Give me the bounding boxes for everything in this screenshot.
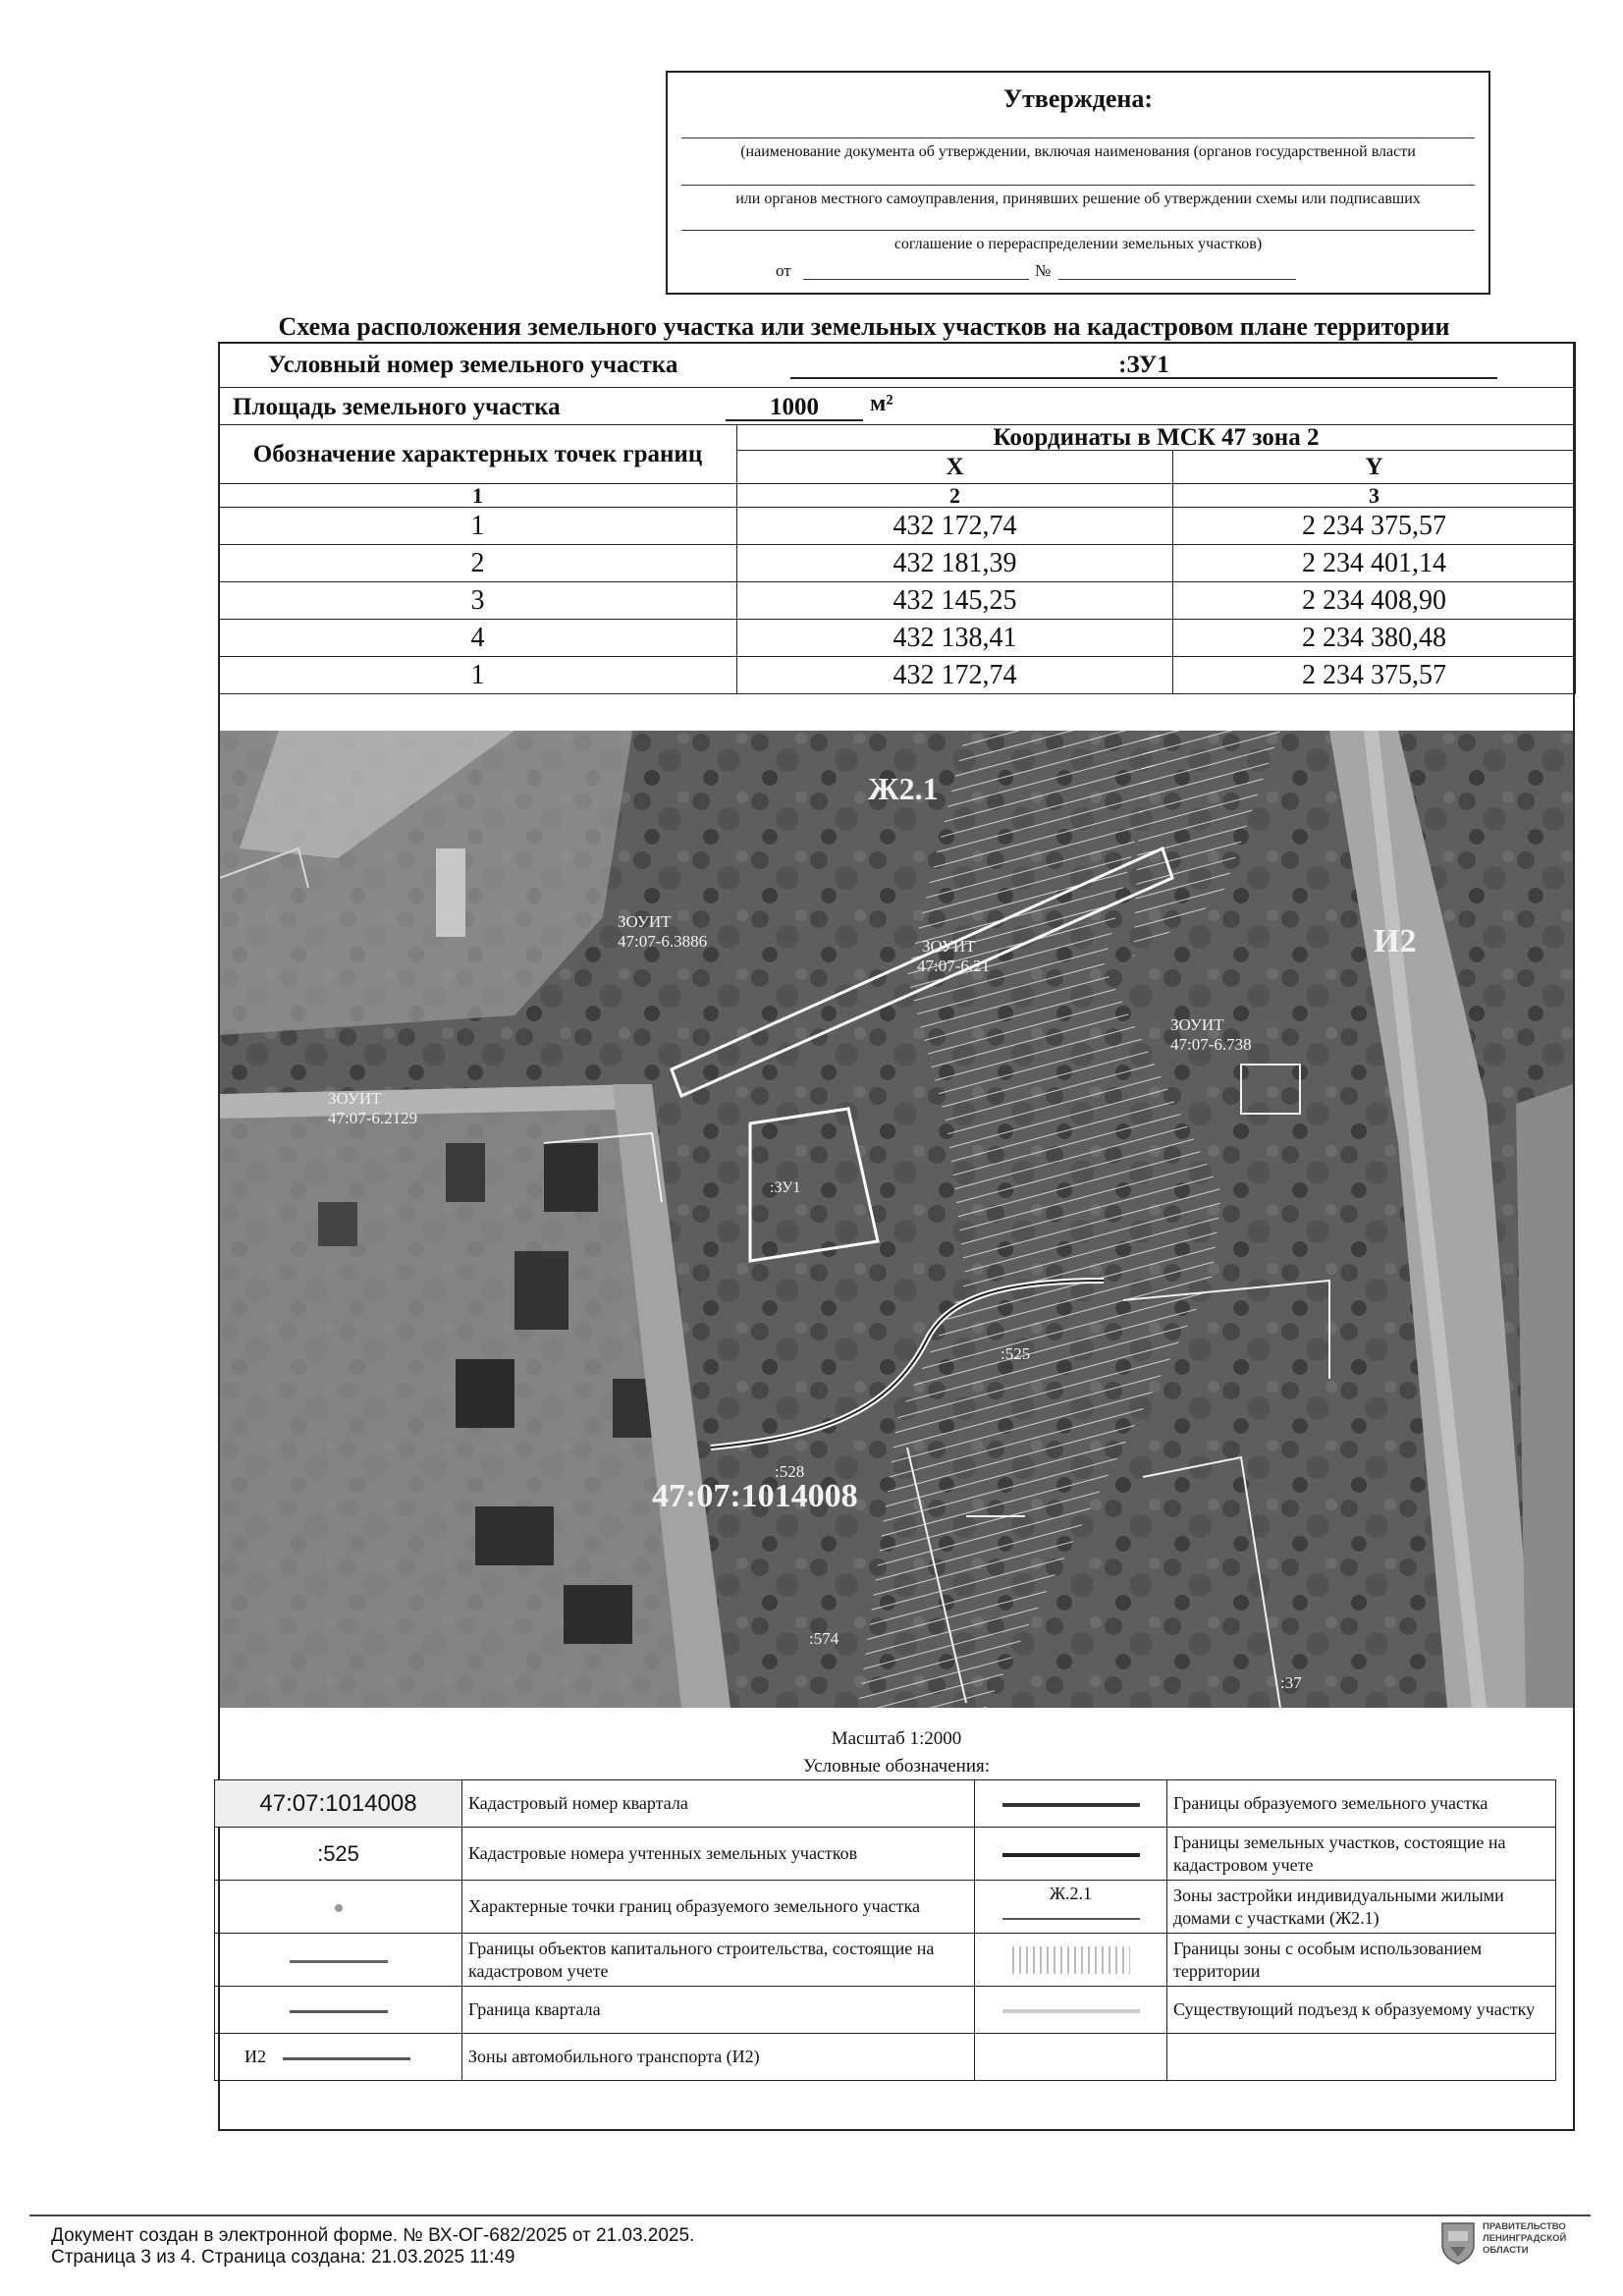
point-designation-header: Обозначение характерных точек границ [219,425,737,484]
col-number-1: 1 [219,484,737,508]
map-image [220,731,1573,1708]
approval-line [681,185,1475,186]
legend-symbol [975,1987,1167,2034]
legend-symbol [975,1828,1167,1881]
legend-row [215,1881,1556,1934]
col-number-2: 2 [737,484,1173,508]
legend-text: Зоны застройки индивидуальными жилыми домами с участками (Ж2.1) [1167,1881,1556,1934]
legend-symbol [975,1881,1167,1934]
legend-zone-code: Ж.2.1 [1049,1884,1093,1903]
legend-text: Граница квартала [462,1987,975,2034]
x-value: 432 181,39 [737,545,1173,582]
parcel-label: :525 [1001,1344,1031,1363]
approval-number-line [1058,279,1296,280]
coat-of-arms-icon [1438,2221,1478,2265]
approval-number-label: № [1035,261,1052,280]
point-id: 4 [219,620,737,657]
footer-doc-info: Документ создан в электронной форме. № ВХ-ОГ-682/2025 от 21.03.2025. [51,2225,695,2246]
scheme-title: Схема расположения земельного участка или земельных участков на кадастровом плане территории [278,312,1450,341]
y-header: Y [1173,451,1576,484]
legend-symbol [215,1881,462,1934]
col-number-3: 3 [1173,484,1576,508]
y-value: 2 234 375,57 [1173,508,1576,545]
point-id: 2 [219,545,737,582]
logo-line: ПРАВИТЕЛЬСТВО [1483,2221,1566,2232]
legend-symbol: 47:07:1014008 [215,1780,462,1828]
approval-date-line [803,279,1029,280]
footer-divider [29,2214,1591,2216]
logo-line: ОБЛАСТИ [1483,2245,1529,2256]
coords-header: Координаты в МСК 47 зона 2 [737,425,1576,451]
point-id: 1 [219,657,737,694]
approval-line [681,230,1475,231]
parcel-label: :37 [1280,1673,1302,1692]
hatch-pattern-icon [1012,1946,1130,1974]
legend-text: Кадастровый номер квартала [462,1780,975,1828]
x-header: X [737,451,1173,484]
zouit-number: 47:07-6.2129 [328,1109,418,1127]
legend-symbol [215,1987,462,2034]
table-row [219,545,1576,582]
zone-i2-label: И2 [1374,923,1417,959]
legend-text: Кадастровые номера учтенных земельных участков [462,1828,975,1881]
cadastral-map [220,731,1573,1708]
point-id: 3 [219,582,737,620]
approval-from-label: от [776,261,791,280]
legend-symbol [215,1934,462,1987]
map-scale: Масштаб 1:2000 [831,1728,962,1749]
legend-zone-code: И2 [244,2047,266,2067]
plot-area-row [219,388,1576,425]
plot-area-label: Площадь земельного участка [233,393,561,420]
logo-line: ЛЕНИНГРАДСКОЙ [1483,2233,1567,2244]
y-value: 2 234 380,48 [1173,620,1576,657]
legend-text: Зоны автомобильного транспорта (И2) [462,2034,975,2081]
coordinates-table [218,342,1576,694]
legend-title: Условные обозначения: [802,1756,991,1777]
approval-line [681,137,1475,138]
legend-text: Границы образуемого земельного участка [1167,1780,1556,1828]
y-value: 2 234 375,57 [1173,657,1576,694]
plot-number-value: :ЗУ1 [790,353,1497,379]
legend-row [215,1987,1556,2034]
legend-symbol: :525 [215,1828,462,1881]
table-row [219,508,1576,545]
legend-symbol [975,1934,1167,1987]
table-row [219,582,1576,620]
zouit-label: ЗОУИТ [618,912,672,931]
quarter-map-label: 47:07:1014008 [652,1478,858,1514]
x-value: 432 172,74 [737,657,1173,694]
zouit-number: 47:07-6.21 [917,957,991,975]
point-id: 1 [219,508,737,545]
zouit-label: ЗОУИТ [922,937,976,956]
parcel-label: :528 [775,1462,805,1481]
parcel-label: :574 [809,1629,839,1648]
table-row [219,657,1576,694]
legend-text: Границы объектов капитального строительства, состоящие на кадастровом учете [462,1934,975,1987]
table-row [219,620,1576,657]
y-value: 2 234 401,14 [1173,545,1576,582]
legend-text: Существующий подъезд к образуемому участку [1167,1987,1556,2034]
zouit-label: ЗОУИТ [328,1089,382,1108]
legend-text [1167,2034,1556,2081]
plot-number-label: Условный номер земельного участка [268,352,678,378]
legend-text: Границы зоны с особым использованием территории [1167,1934,1556,1987]
legend-text: Характерные точки границ образуемого земельного участка [462,1881,975,1934]
plot-area-value: 1000 [726,395,863,421]
logo-text [1483,2221,1566,2257]
legend-text: Границы земельных участков, состоящие на кадастровом учете [1167,1828,1556,1881]
x-value: 432 172,74 [737,508,1173,545]
approval-box [666,71,1490,295]
zouit-label: ЗОУИТ [1170,1015,1224,1034]
legend-table [214,1779,1556,2081]
approval-caption-1: (наименование документа об утверждении, включая наименования (органов государственной власти [740,143,1416,160]
y-value: 2 234 408,90 [1173,582,1576,620]
legend-empty [975,2034,1167,2081]
point-marker-icon [335,1904,343,1912]
plot-map-label: :ЗУ1 [770,1179,801,1196]
zone-zh-label: Ж2.1 [868,771,939,806]
plot-number-row [219,343,1576,388]
footer-page-info: Страница 3 из 4. Страница создана: 21.03.2025 11:49 [51,2247,515,2268]
zouit-number: 47:07-6.738 [1170,1035,1252,1054]
x-value: 432 145,25 [737,582,1173,620]
zouit-number: 47:07-6.3886 [618,932,708,951]
legend-row [215,1828,1556,1881]
approval-caption-3: соглашение о перераспределении земельных участков) [893,236,1263,252]
x-value: 432 138,41 [737,620,1173,657]
approval-caption-2: или органов местного самоуправления, принявших решение об утверждении схемы или подписавших [735,191,1421,207]
approval-title: Утверждена: [1002,84,1154,113]
legend-symbol [975,1780,1167,1828]
legend-row [215,1780,1556,1828]
legend-row [215,1934,1556,1987]
legend-symbol [215,2034,462,2081]
legend-row [215,2034,1556,2081]
plot-area-unit: м² [870,390,893,416]
